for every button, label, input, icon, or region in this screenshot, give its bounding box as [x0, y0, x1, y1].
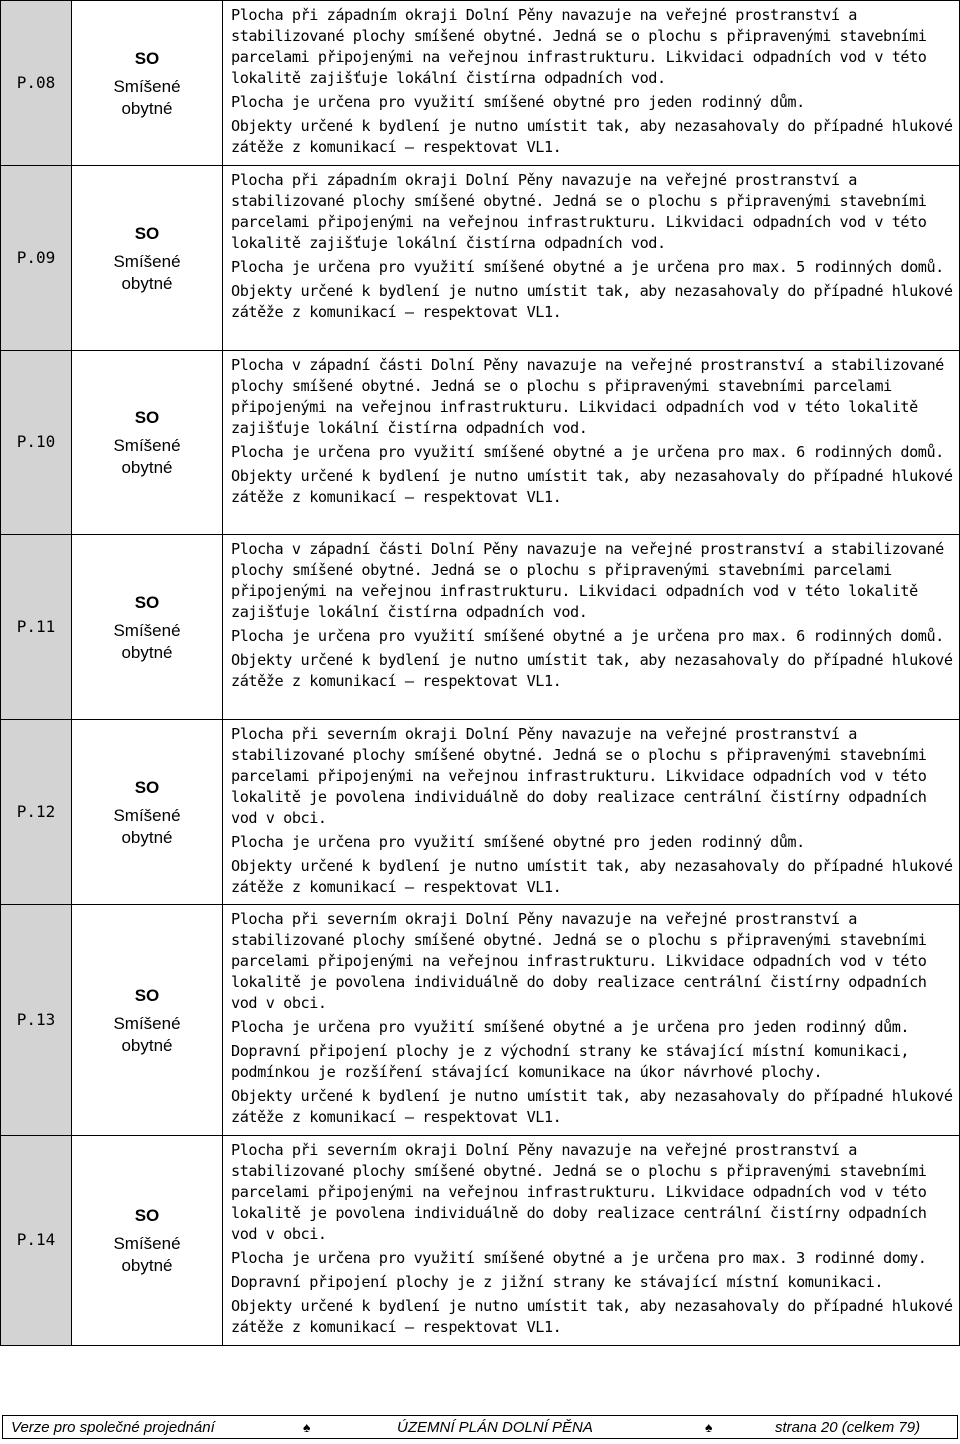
area-id-cell [0, 905, 72, 1136]
description-paragraph: Objekty určené k bydlení je nutno umístit tak, aby nezasahovaly do případné hlukové zátěže z komunikací – respektovat VL1. [231, 1087, 953, 1126]
description-paragraph: Plocha je určena pro využití smíšené obytné a je určena pro max. 6 rodinných domů. [231, 443, 944, 461]
description-paragraph: Plocha při severním okraji Dolní Pěny navazuje na veřejné prostranství a stabilizované plochy smíšené obytné. Jedná se o plochu s připravenými stavebními parcelami připojenými na veřejnou infrastrukturu. Likvidace odpadních vod v této lokalitě je povolena individuálně do doby realizace centrální čistírny odpadních vod v obci. [231, 1141, 927, 1243]
spade-icon: ♠ [303, 1419, 311, 1435]
row-divider [0, 904, 960, 905]
area-type-cell [72, 1, 223, 166]
area-id-cell [0, 720, 72, 905]
area-description [231, 539, 956, 695]
area-id: P.12 [16, 801, 56, 821]
area-type-cell [72, 720, 223, 905]
area-id-cell [0, 166, 72, 351]
area-id: P.10 [16, 432, 56, 451]
area-description [231, 1140, 956, 1341]
description-paragraph: Objekty určené k bydlení je nutno umístit tak, aby nezasahovaly do případné hlukové zátěže z komunikací – respektovat VL1. [231, 282, 953, 321]
area-id: P.13 [16, 1009, 56, 1029]
table-border-left [0, 0, 1, 1345]
area-description [231, 170, 956, 326]
spade-icon: ♠ [705, 1419, 713, 1435]
area-type-code: SO [134, 1205, 160, 1225]
table-row [0, 351, 960, 535]
area-type-cell [72, 1136, 223, 1345]
row-divider [0, 0, 960, 1]
description-paragraph: Objekty určené k bydlení je nutno umístit tak, aby nezasahovaly do případné hlukové zátěže z komunikací – respektovat VL1. [231, 651, 953, 690]
description-paragraph: Plocha při severním okraji Dolní Pěny navazuje na veřejné prostranství a stabilizované plochy smíšené obytné. Jedná se o plochu s připravenými stavebními parcelami připojenými na veřejnou infrastrukturu. Likvidace odpadních vod v této lokalitě je povolena individuálně do doby realizace centrální čistírny odpadních vod v obci. [231, 910, 927, 1012]
area-id: P.11 [16, 616, 56, 636]
description-paragraph: Objekty určené k bydlení je nutno umístit tak, aby nezasahovaly do případné hlukové zátěže z komunikací – respektovat VL1. [231, 117, 953, 156]
row-divider [0, 719, 960, 720]
area-type-code: SO [134, 408, 160, 427]
row-divider [0, 165, 960, 166]
row-divider [0, 1345, 960, 1346]
area-description [231, 5, 956, 161]
area-type-name: Smíšené obytné [113, 1233, 181, 1275]
row-divider [0, 350, 960, 351]
area-id: P.14 [16, 1229, 56, 1249]
area-id-cell [0, 1, 72, 166]
area-description [231, 724, 956, 901]
area-id-cell [0, 535, 72, 720]
table-row [0, 905, 960, 1136]
area-type-code: SO [134, 985, 160, 1005]
table-row [0, 166, 960, 351]
description-paragraph: Plocha v západní části Dolní Pěny navazuje na veřejné prostranství a stabilizované plochy smíšené obytné. Jedná se o plochu s připravenými stavebními parcelami připojenými na veřejnou infrastrukturu. Likvidaci odpadních vod v této lokalitě zajišťuje lokální čistírna odpadních vod. [231, 356, 944, 437]
description-paragraph: Plocha při západním okraji Dolní Pěny navazuje na veřejné prostranství a stabilizované plochy smíšené obytné. Jedná se o plochu s připravenými stavebními parcelami připojenými na veřejnou infrastrukturu. Likvidaci odpadních vod v této lokalitě zajišťuje lokální čistírna odpadních vod. [231, 6, 927, 87]
area-type-cell [72, 905, 223, 1136]
description-paragraph: Plocha je určena pro využití smíšené obytné a je určena pro max. 3 rodinné domy. [231, 1249, 927, 1267]
area-type-name: Smíšené obytné [113, 76, 181, 118]
area-type-code: SO [134, 777, 160, 797]
description-paragraph: Plocha je určena pro využití smíšené obytné pro jeden rodinný dům. [231, 93, 805, 111]
area-type-name: Smíšené obytné [113, 805, 181, 847]
row-divider [0, 534, 960, 535]
row-divider [0, 1135, 960, 1136]
description-paragraph: Objekty určené k bydlení je nutno umístit tak, aby nezasahovaly do případné hlukové zátěže z komunikací – respektovat VL1. [231, 857, 953, 896]
area-description [231, 909, 956, 1131]
description-paragraph: Plocha je určena pro využití smíšené obytné pro jeden rodinný dům. [231, 833, 805, 851]
area-id: P.09 [16, 247, 56, 267]
description-paragraph: Plocha při západním okraji Dolní Pěny navazuje na veřejné prostranství a stabilizované plochy smíšené obytné. Jedná se o plochu s připravenými stavebními parcelami připojenými na veřejnou infrastrukturu. Likvidaci odpadních vod v této lokalitě zajišťuje lokální čistírna odpadních vod. [231, 171, 927, 252]
table-row [0, 535, 960, 720]
area-id-cell [0, 1136, 72, 1345]
area-type-cell [72, 535, 223, 720]
description-paragraph: Plocha v západní části Dolní Pěny navazuje na veřejné prostranství a stabilizované plochy smíšené obytné. Jedná se o plochu s připravenými stavebními parcelami připojenými na veřejnou infrastrukturu. Likvidaci odpadních vod v této lokalitě zajišťuje lokální čistírna odpadních vod. [231, 540, 944, 621]
description-paragraph: Plocha je určena pro využití smíšené obytné a je určena pro max. 5 rodinných domů. [231, 258, 944, 276]
area-type-name: Smíšené obytné [113, 620, 181, 662]
area-type-name: Smíšené obytné [113, 1013, 181, 1055]
description-paragraph: Objekty určené k bydlení je nutno umístit tak, aby nezasahovaly do případné hlukové zátěže z komunikací – respektovat VL1. [231, 1297, 953, 1336]
footer-version: Verze pro společné projednání [11, 1419, 215, 1436]
description-paragraph: Plocha při severním okraji Dolní Pěny navazuje na veřejné prostranství a stabilizované plochy smíšené obytné. Jedná se o plochu s připravenými stavebními parcelami připojenými na veřejnou infrastrukturu. Likvidace odpadních vod v této lokalitě je povolena individuálně do doby realizace centrální čistírny odpadních vod v obci. [231, 725, 927, 827]
description-paragraph: Objekty určené k bydlení je nutno umístit tak, aby nezasahovaly do případné hlukové zátěže z komunikací – respektovat VL1. [231, 467, 953, 506]
table-row [0, 1, 960, 166]
table-row [0, 720, 960, 905]
area-type-cell [72, 166, 223, 351]
area-id-cell [0, 351, 72, 535]
table-row [0, 1136, 960, 1345]
area-type-name: Smíšené obytné [113, 436, 181, 477]
description-paragraph: Plocha je určena pro využití smíšené obytné a je určena pro jeden rodinný dům. [231, 1018, 910, 1036]
area-type-code: SO [134, 48, 160, 68]
description-paragraph: Dopravní připojení plochy je z jižní strany ke stávající místní komunikaci. [231, 1273, 884, 1291]
footer-title: ÚZEMNÍ PLÁN DOLNÍ PĚNA [397, 1419, 593, 1436]
description-paragraph: Plocha je určena pro využití smíšené obytné a je určena pro max. 6 rodinných domů. [231, 627, 944, 645]
page-footer [2, 1415, 958, 1439]
footer-page: strana 20 (celkem 79) [775, 1419, 921, 1436]
area-type-name: Smíšené obytné [113, 251, 181, 293]
description-paragraph: Dopravní připojení plochy je z východní strany ke stávající místní komunikaci, podmínkou je rozšíření stávající komunikace na úkor návrhové plochy. [231, 1042, 910, 1081]
area-type-cell [72, 351, 223, 535]
area-id: P.08 [16, 72, 56, 92]
area-type-code: SO [134, 592, 160, 612]
area-type-code: SO [134, 223, 160, 243]
area-description [231, 355, 956, 511]
